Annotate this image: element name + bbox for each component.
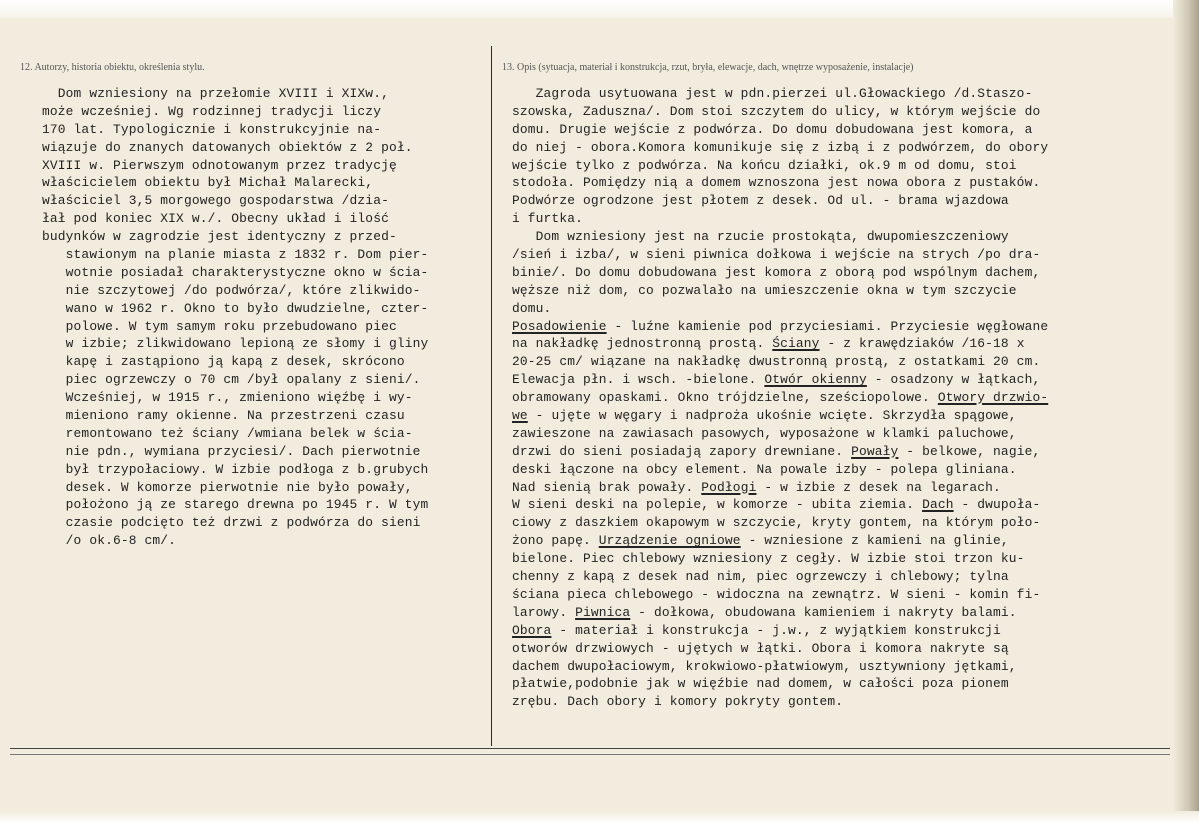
text-segment: Elewacja płn. i wsch. -bielone. [512, 372, 765, 388]
typed-line [512, 300, 1192, 318]
typed-line [512, 85, 1192, 103]
typed-line [512, 658, 1192, 676]
typed-line: 170 lat. Typologicznie i konstrukcyjnie na- [42, 121, 382, 137]
text-segment: - wzniesione z kamieni na glinie, [740, 533, 1009, 549]
text-segment: ciowy z daszkiem okapowym w szczycie, kryty gontem, na którym poło- [512, 515, 1041, 531]
typed-line: desek. W komorze pierwotnie nie było powały, [42, 479, 413, 495]
text-segment: - osadzony w łątkach, [866, 372, 1041, 388]
typed-line [512, 264, 1192, 282]
underlined-term: Podłogi [701, 479, 757, 495]
text-segment: Dom wzniesiony jest na rzucie prostokąta, dwupomieszczeniowy [512, 229, 1009, 245]
text-segment: dachem dwupołaciowym, krokwiowo-płatwiowym, usztywniony jętkami, [512, 658, 1017, 674]
typed-line [512, 246, 1192, 264]
typed-line [512, 174, 1192, 192]
typed-line [512, 121, 1192, 139]
typed-line [512, 496, 1192, 514]
underlined-term: Otwór okienny [764, 372, 867, 388]
typed-line [512, 425, 1192, 443]
typed-line [512, 407, 1192, 425]
typed-line [512, 157, 1192, 175]
typed-line [512, 371, 1192, 389]
text-segment: zawieszone na zawiasach pasowych, wyposażone w klamki paluchowe, [512, 425, 1017, 441]
text-segment: szowska, Zaduszna/. Dom stoi szczytem do ulicy, w którym wejście do [512, 103, 1041, 119]
typed-line [512, 103, 1192, 121]
typed-line: Dom wzniesiony na przełomie XVIII i XIXw., [42, 86, 389, 101]
typed-line: kapę i zastąpiono ją kapą z desek, skrócono [42, 354, 405, 370]
typed-line: wotnie posiadał charakterystyczne okno w ścia- [42, 264, 429, 280]
underlined-term: Obora [512, 622, 552, 638]
text-segment: larowy. [512, 604, 576, 620]
typed-line [512, 353, 1192, 371]
underlined-term: Powały [851, 443, 899, 459]
typed-line [512, 622, 1192, 640]
typed-line: polowe. W tym samym roku przebudowano piec [42, 318, 397, 334]
typed-line [512, 192, 1192, 210]
text-segment: - luźne kamienie pod przyciesiami. Przyciesie węgłowane [606, 318, 1049, 334]
typed-line: w izbie; zlikwidowano lepioną ze słomy i gliny [42, 336, 429, 352]
typed-line: może wcześniej. Wg rodzinnej tradycji liczy [42, 103, 382, 119]
typed-line: był trzypołaciowy. W izbie podłoga z b.grubych [42, 461, 429, 477]
text-segment: - materiał i konstrukcja - j.w., z wyjątkiem konstrukcji [551, 622, 1001, 638]
typed-line [512, 604, 1192, 622]
text-segment: do niej - obora.Komora komunikuje się z izbą i z podwórzem, do obory [512, 139, 1049, 155]
text-segment: żono papę. [512, 533, 599, 549]
typed-line: /o ok.6-8 cm/. [42, 533, 177, 549]
section-13-heading: 13. Opis (sytuacja, materiał i konstrukcja, rzut, bryła, elewacje, dach, wnętrze wyposażenie, instalacje) [502, 62, 914, 73]
text-segment: 20-25 cm/ wiązane na nakładkę dwustronną prostą, z ostatkami 20 cm. [512, 354, 1041, 370]
typed-line [512, 335, 1192, 353]
text-segment: na nakładkę jednostronną prostą. [512, 336, 773, 352]
text-segment: Nad sienią brak powały. [512, 479, 702, 495]
typed-line [512, 228, 1192, 246]
typed-line [512, 532, 1192, 550]
text-segment: zrębu. Dach obory i komory pokryty gontem. [512, 694, 844, 710]
underlined-term: we [512, 408, 528, 424]
section-12-heading: 12. Autorzy, historia obiektu, określenia stylu. [20, 62, 205, 73]
typed-line [512, 282, 1192, 300]
typed-line: czasie podcięto też drzwi z podwórza do sieni [42, 515, 421, 531]
text-segment: Zagroda usytuowana jest w pdn.pierzei ul.Głowackiego /d.Staszo- [512, 86, 1033, 101]
typed-line [512, 675, 1192, 693]
underlined-term: Urządzenie ogniowe [598, 533, 741, 549]
underlined-term: Piwnica [575, 604, 631, 620]
text-segment: drzwi do sieni posiadają zapory drewniane. [512, 443, 852, 459]
typed-line: nie pdn., wymiana przyciesi/. Dach pierwotnie [42, 443, 421, 459]
underlined-term: Ściany [772, 336, 820, 352]
text-segment: i furtka. [512, 211, 583, 227]
text-segment: węższe niż dom, co pozwalało na umieszczenie okna w tym szczycie [512, 282, 1017, 298]
text-segment: - z krawędziaków /16-18 x [819, 336, 1025, 352]
footer-rule [10, 748, 1170, 749]
text-segment: chenny z kapą z desek nad nim, piec ogrzewczy i chlebowy; tylna [512, 569, 1009, 585]
typed-line [512, 139, 1192, 157]
typed-line: właściciel 3,5 morgowego gospodarstwa /dzia- [42, 193, 389, 209]
typed-line: mieniono ramy okienne. Na przestrzeni czasu [42, 408, 405, 424]
text-segment: deski łączone na obcy element. Na powale izby - polepa gliniana. [512, 461, 1017, 477]
typed-line [512, 514, 1192, 532]
text-segment: płatwie,podobnie jak w więźbie nad domem, w całości poza pionem [512, 676, 1009, 692]
typed-line [512, 568, 1192, 586]
text-segment: domu. Drugie wejście z podwórza. Do domu dobudowana jest komora, a [512, 121, 1033, 137]
text-segment: domu. [512, 300, 552, 316]
typed-line: XVIII w. Pierwszym odnotowanym przez tradycję [42, 157, 397, 173]
underlined-term: Dach [922, 497, 954, 513]
typed-line [512, 479, 1192, 497]
typed-line [512, 461, 1192, 479]
text-segment: wejście tylko z podwórza. Na końcu działki, ok.9 m od domu, stoi [512, 157, 1017, 173]
text-segment: /sień i izba/, w sieni piwnica dołkowa i wejście na strych /po dra- [512, 247, 1041, 263]
typed-line [512, 318, 1192, 336]
typed-line: stawionym na planie miasta z 1832 r. Dom pier- [42, 247, 429, 263]
text-segment: obramowany opaskami. Okno trójdzielne, sześciopolowe. [512, 390, 938, 406]
typed-line [512, 586, 1192, 604]
typed-line: budynków w zagrodzie jest identyczny z przed- [42, 229, 397, 245]
typed-line [512, 389, 1192, 407]
text-segment: ściana pieca chlebowego - widoczna na zewnątrz. W sieni - komin fi- [512, 586, 1041, 602]
typed-line: wano w 1962 r. Okno to było dwudzielne, czter- [42, 300, 429, 316]
typed-line [512, 443, 1192, 461]
underlined-term: Otwory drzwio- [937, 390, 1049, 406]
typed-line: piec ogrzewczy o 70 cm /był opalany z sieni/. [42, 372, 421, 388]
typed-line: nie szczytowej /do podwórza/, które zlikwido- [42, 282, 421, 298]
text-segment: - belkowe, nagie, [898, 443, 1041, 459]
text-segment: - w izbie z desek na legarach. [756, 479, 1001, 495]
typed-line [512, 693, 1192, 711]
text-segment: W sieni deski na polepie, w komorze - ubita ziemia. [512, 497, 923, 513]
history-text-column [42, 85, 502, 550]
typed-line [512, 550, 1192, 568]
text-segment: binie/. Do domu dobudowana jest komora z oborą pod wspólnym dachem, [512, 264, 1041, 280]
text-segment: - dołkowa, obudowana kamieniem i nakryty balami. [630, 604, 1017, 620]
paper-bottom-edge [0, 811, 1199, 823]
text-segment: stodoła. Pomiędzy nią a domem wznoszona jest nowa obora z pustaków. [512, 175, 1041, 191]
text-segment: - ujęte w węgary i nadproża ukośnie wcięte. Skrzydła spągowe, [527, 408, 1017, 424]
description-text-column [512, 85, 1192, 711]
text-segment: - dwupoła- [953, 497, 1041, 513]
typed-line [512, 640, 1192, 658]
text-segment: bielone. Piec chlebowy wzniesiony z cegły. W izbie stoi trzon ku- [512, 551, 1025, 567]
footer-rule-secondary [10, 754, 1170, 755]
text-segment: otworów drzwiowych - ujętych w łątki. Obora i komora nakryte są [512, 640, 1009, 656]
typed-line: remontowano też ściany /wmiana belek w ścia- [42, 425, 413, 441]
text-segment: Podwórze ogrodzone jest płotem z desek. Od ul. - brama wjazdowa [512, 193, 1009, 209]
typed-line: właścicielem obiektu był Michał Malarecki, [42, 175, 374, 191]
underlined-term: Posadowienie [512, 318, 607, 334]
paper-top-edge [0, 0, 1199, 18]
typed-line: Wcześniej, w 1915 r., zmieniono więźbę i wy- [42, 390, 413, 406]
typed-line: wiązuje do znanych datowanych obiektów z 2 poł. [42, 139, 413, 155]
typed-line [512, 210, 1192, 228]
typed-line: położono ją ze starego drewna po 1945 r. W tym [42, 497, 429, 513]
typed-line: łał pod koniec XIX w./. Obecny układ i ilość [42, 211, 389, 227]
